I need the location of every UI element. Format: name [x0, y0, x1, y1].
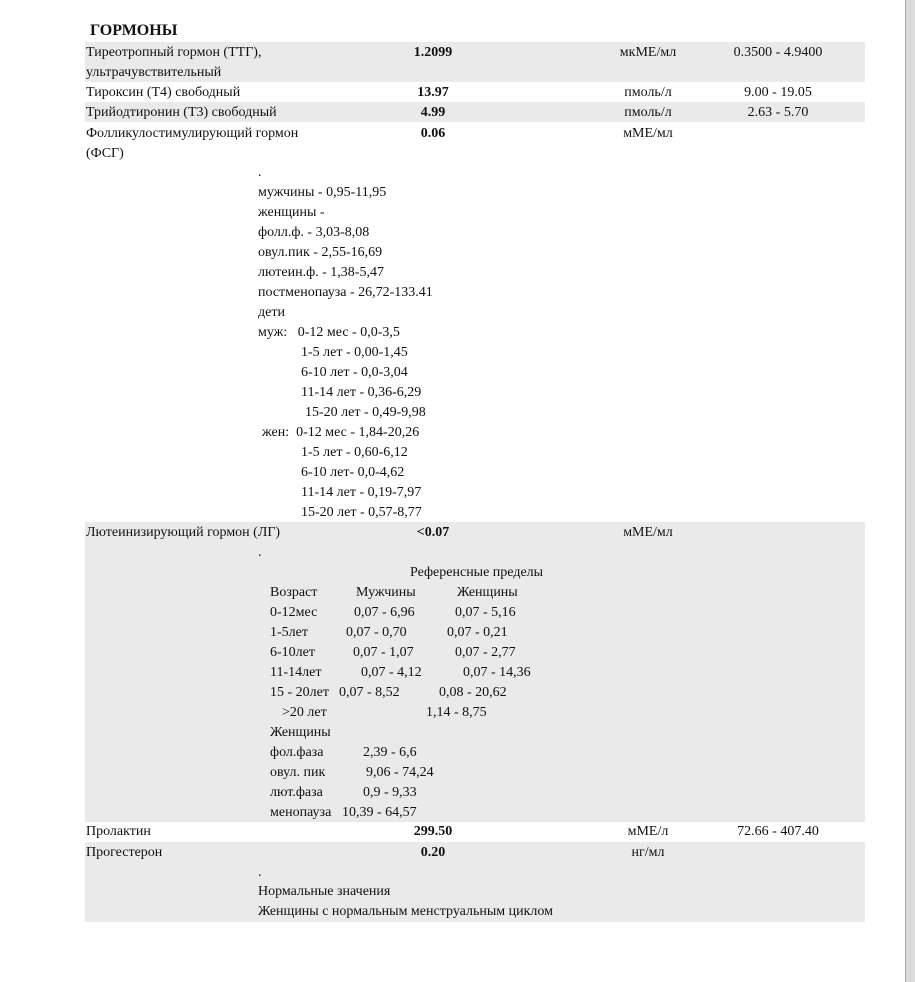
men-cell: 0,07 - 0,70 — [346, 625, 407, 640]
age-cell: 6-10лет — [270, 645, 315, 660]
age-cell: 1-5лет — [270, 625, 308, 640]
test-reference: 9.00 - 19.05 — [744, 85, 812, 100]
note-line: Нормальные значения — [258, 884, 391, 899]
phase-range: 10,39 - 64,57 — [342, 805, 417, 820]
men-cell: 0,07 - 6,96 — [354, 605, 415, 620]
women-cell: 0,07 - 2,77 — [455, 645, 516, 660]
note-line: жен: 0-12 мес - 1,84-20,26 — [262, 425, 420, 440]
age-cell: >20 лет — [282, 705, 327, 720]
note-line: 15-20 лет - 0,49-9,98 — [305, 405, 426, 420]
test-value: 299.50 — [413, 824, 453, 839]
women-cell: 0,08 - 20,62 — [439, 685, 507, 700]
section-title: ГОРМОНЫ — [90, 22, 178, 39]
test-name: Лютеинизирующий гормон (ЛГ) — [86, 525, 281, 540]
test-name: Тироксин (Т4) свободный — [86, 85, 241, 100]
note-line: Женщины с нормальным менструальным циклом — [258, 904, 553, 919]
test-unit: пмоль/л — [624, 105, 672, 120]
women-subtitle: Женщины — [270, 725, 331, 740]
note-line: 11-14 лет - 0,19-7,97 — [301, 485, 422, 500]
test-value: 13.97 — [417, 85, 449, 100]
test-unit: пмоль/л — [624, 85, 672, 100]
phase-range: 9,06 - 74,24 — [366, 765, 434, 780]
note-line: 6-10 лет- 0,0-4,62 — [301, 465, 405, 480]
note-line: фолл.ф. - 3,03-8,08 — [258, 225, 370, 240]
phase-label: фол.фаза — [270, 745, 324, 760]
reference-title: Референсные пределы — [410, 565, 544, 580]
note-line: муж: 0-12 мес - 0,0-3,5 — [258, 325, 400, 340]
women-cell: 1,14 - 8,75 — [426, 705, 487, 720]
column-header-women: Женщины — [457, 585, 518, 600]
women-cell: 0,07 - 0,21 — [447, 625, 508, 640]
test-name: Прогестерон — [86, 845, 163, 860]
note-line: овул.пик - 2,55-16,69 — [258, 245, 383, 260]
phase-label: овул. пик — [270, 765, 326, 780]
age-cell: 15 - 20лет — [270, 685, 329, 700]
note-line: женщины - — [258, 205, 325, 220]
test-name: Фолликулостимулирующий гормон — [86, 126, 299, 141]
note-line: 1-5 лет - 0,00-1,45 — [301, 345, 408, 360]
page-edge-line — [905, 0, 906, 982]
note-line: лютеин.ф. - 1,38-5,47 — [258, 265, 384, 280]
test-name: ультрачувствительный — [86, 65, 222, 80]
note-line: . — [258, 865, 262, 880]
phase-label: лют.фаза — [270, 785, 323, 800]
note-line: мужчины - 0,95-11,95 — [258, 185, 387, 200]
test-unit: мМЕ/мл — [623, 126, 673, 141]
test-name: (ФСГ) — [86, 146, 124, 161]
test-unit: мМЕ/мл — [623, 525, 673, 540]
test-unit: мкМЕ/мл — [619, 45, 677, 60]
note-line: дети — [258, 305, 285, 320]
column-header-men: Мужчины — [356, 585, 416, 600]
test-reference: 72.66 - 407.40 — [737, 824, 819, 839]
column-header-age: Возраст — [270, 585, 318, 600]
phase-range: 0,9 - 9,33 — [363, 785, 417, 800]
test-value: 0.20 — [420, 845, 446, 860]
test-name: Пролактин — [86, 824, 151, 839]
test-unit: нг/мл — [631, 845, 665, 860]
note-line: 6-10 лет - 0,0-3,04 — [301, 365, 408, 380]
age-cell: 11-14лет — [270, 665, 322, 680]
page-edge — [905, 0, 915, 982]
test-name: Тиреотропный гормон (ТТГ), — [86, 45, 262, 60]
note-line: 1-5 лет - 0,60-6,12 — [301, 445, 408, 460]
note-line: . — [258, 545, 262, 560]
note-line: . — [258, 165, 262, 180]
note-line: постменопауза - 26,72-133.41 — [258, 285, 433, 300]
men-cell: 0,07 - 4,12 — [361, 665, 422, 680]
test-value: <0.07 — [416, 525, 450, 540]
note-line: 11-14 лет - 0,36-6,29 — [301, 385, 422, 400]
test-value: 0.06 — [420, 126, 446, 141]
note-line: 15-20 лет - 0,57-8,77 — [301, 505, 422, 520]
phase-label: менопауза — [270, 805, 332, 820]
test-reference: 0.3500 - 4.9400 — [733, 45, 823, 60]
test-value: 4.99 — [420, 105, 446, 120]
age-cell: 0-12мес — [270, 605, 318, 620]
men-cell: 0,07 - 8,52 — [339, 685, 400, 700]
women-cell: 0,07 - 14,36 — [463, 665, 531, 680]
test-unit: мМЕ/л — [627, 824, 669, 839]
women-cell: 0,07 - 5,16 — [455, 605, 516, 620]
test-reference: 2.63 - 5.70 — [747, 105, 809, 120]
test-value: 1.2099 — [413, 45, 453, 60]
phase-range: 2,39 - 6,6 — [363, 745, 417, 760]
test-name: Трийодтиронин (Т3) свободный — [86, 105, 277, 120]
men-cell: 0,07 - 1,07 — [353, 645, 414, 660]
